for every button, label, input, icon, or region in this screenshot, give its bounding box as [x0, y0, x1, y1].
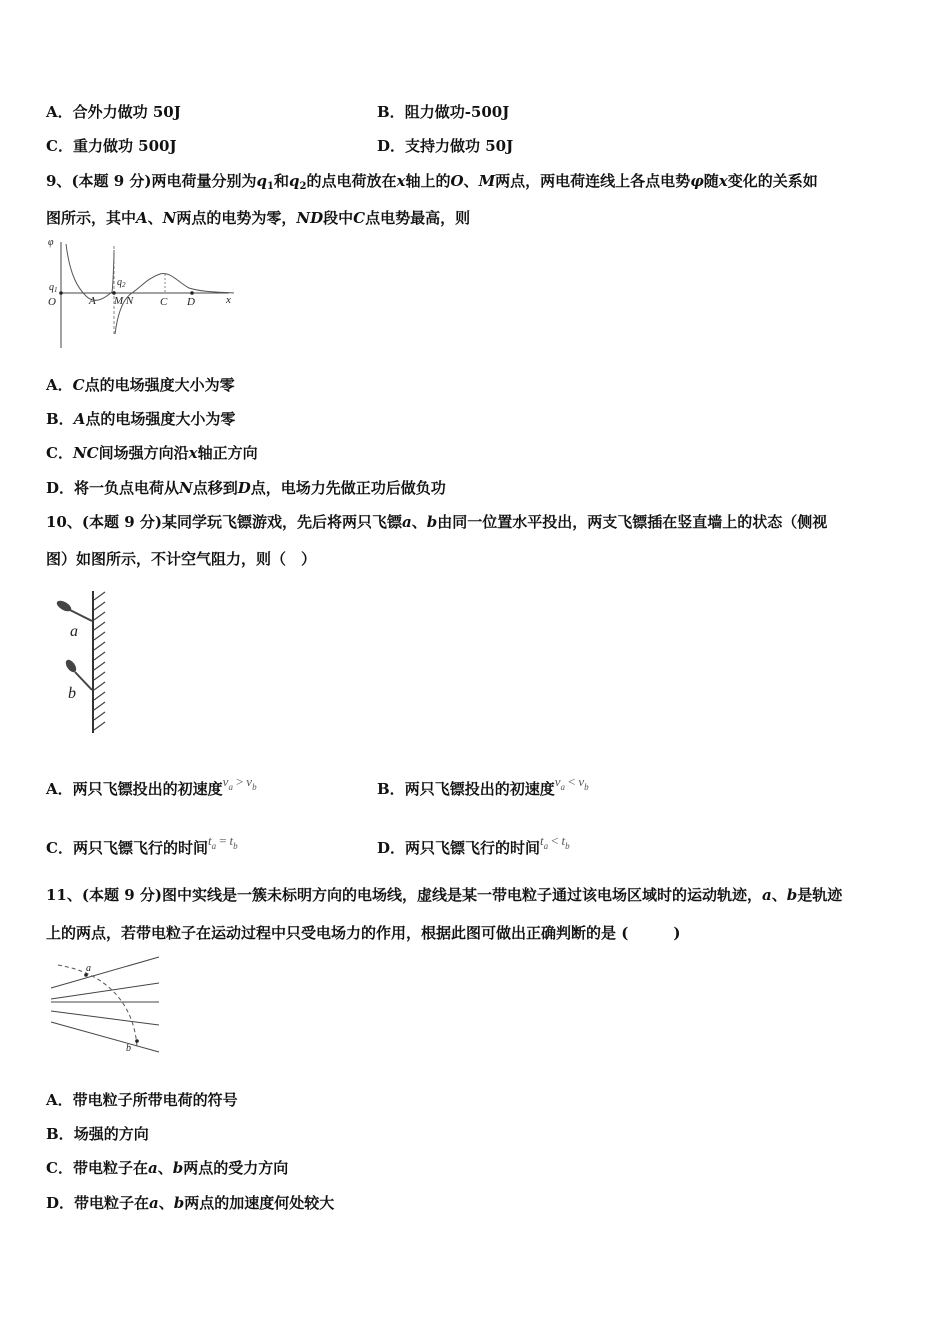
q10-option-d: D．两只飞镖飞行的时间$t_a < t_b$ [377, 833, 570, 857]
dart-a-label: a [70, 623, 78, 640]
label-phi: φ [48, 237, 54, 248]
q9-potential-graph [44, 236, 244, 351]
point-q1 [59, 291, 63, 295]
q10-option-c: C．两只飞镖飞行的时间$t_a = t_b$ [46, 833, 238, 857]
label-o: O [48, 296, 56, 308]
label-c: C [160, 296, 168, 308]
label-a: A [89, 295, 96, 307]
point-a-label: a [86, 963, 91, 974]
q11-stem-line1: 11、(本题 9 分)图中实线是一簇未标明方向的电场线，虚线是某一带电粒子通过该电场区域时的运动轨迹，a、b是轨迹 [46, 886, 843, 904]
q10-option-b: B．两只飞镖投出的初速度$v_a < v_b$ [377, 774, 589, 798]
label-d: D [187, 296, 195, 308]
q10-option-b-formula: $v_a < v_b$ [554, 774, 589, 792]
label-q2: $q_2$ [117, 277, 126, 289]
q11-option-c: C．带电粒子在a、b两点的受力方向 [46, 1159, 289, 1177]
q11-stem-line2: 上的两点，若带电粒子在运动过程中只受电场力的作用，根据此图可做出正确判断的是 ( ) [46, 924, 681, 942]
wall-hatching [94, 592, 105, 730]
q10-stem-line2: 图）如图所示，不计空气阻力，则（ ） [46, 550, 317, 568]
q9-stem-line2: 图所示，其中A、N两点的电势为零，ND段中C点电势最高，则 [46, 209, 471, 227]
q10-option-d-formula: $t_a < t_b$ [540, 833, 570, 851]
point-d [190, 291, 194, 295]
label-x: x [226, 294, 231, 306]
q9-option-d: D．将一负点电荷从N点移到D点，电场力先做正功后做负功 [46, 479, 446, 497]
q8-option-a: A．合外力做功 50J [46, 103, 181, 121]
label-mn: M N [114, 295, 134, 307]
field-lines [51, 957, 159, 1052]
q8-option-c: C．重力做功 500J [46, 137, 177, 155]
label-q1: $q_1$ [49, 282, 58, 294]
q11-option-a: A．带电粒子所带电荷的符号 [46, 1091, 238, 1109]
point-b-label: b [126, 1043, 131, 1054]
q10-option-a: A．两只飞镖投出的初速度$v_a > v_b$ [46, 774, 257, 798]
potential-curve-left [66, 244, 114, 300]
q11-option-b: B．场强的方向 [46, 1125, 149, 1143]
q10-dart-figure [44, 588, 114, 738]
dart-a [55, 599, 92, 621]
q11-field-figure [46, 955, 166, 1060]
q9-stem-line1: 9、(本题 9 分)两电荷量分别为$q_1$和$q_2$的点电荷放在x轴上的O、M两点，两电荷连线上各点电势φ随x变化的关系如 [46, 172, 818, 192]
q8-option-d: D．支持力做功 50J [377, 137, 514, 155]
q9-option-b: B．A点的电场强度大小为零 [46, 410, 236, 428]
dart-b-label: b [68, 685, 76, 702]
q8-option-b: B．阻力做功-500J [377, 103, 510, 121]
point-b [135, 1039, 139, 1043]
q9-option-c: C．NC间场强方向沿x轴正方向 [46, 444, 258, 462]
q9-option-a: A．C点的电场强度大小为零 [46, 376, 235, 394]
q10-option-a-formula: $v_a > v_b$ [222, 774, 257, 792]
q10-option-c-formula: $t_a = t_b$ [207, 833, 238, 851]
q10-stem-line1: 10、(本题 9 分)某同学玩飞镖游戏，先后将两只飞镖a、b由同一位置水平投出，两支飞镖插在竖直墙上的状态（侧视 [46, 513, 828, 531]
q11-option-d: D．带电粒子在a、b两点的加速度何处较大 [46, 1194, 335, 1212]
